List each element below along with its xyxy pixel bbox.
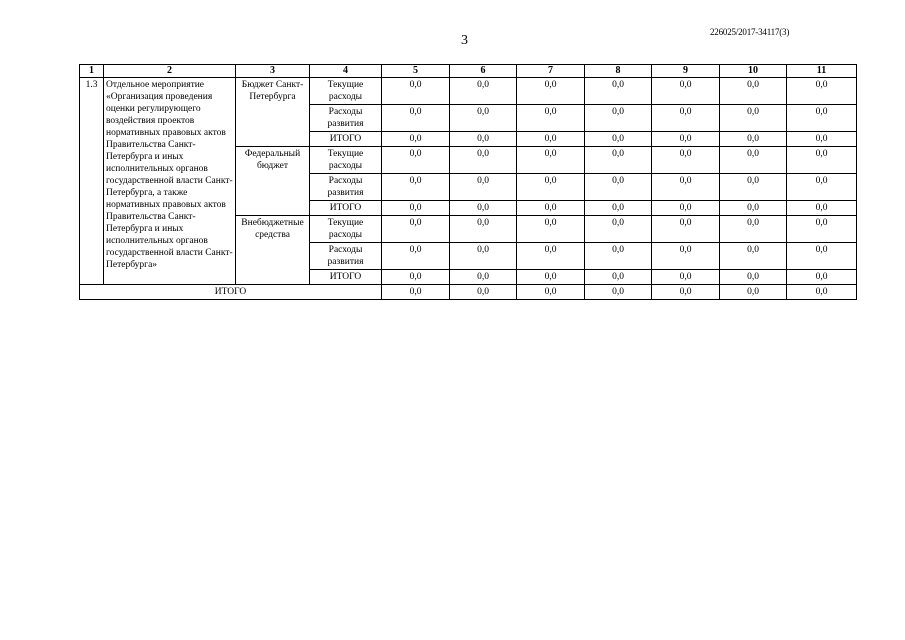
value-cell: 0,0 xyxy=(787,132,857,147)
value-cell: 0,0 xyxy=(450,243,517,270)
value-cell: 0,0 xyxy=(720,270,787,285)
page-number: 3 xyxy=(461,33,468,48)
value-cell: 0,0 xyxy=(585,270,652,285)
value-cell: 0,0 xyxy=(382,105,450,132)
funding-source-cell: Федеральный бюджет xyxy=(236,147,310,216)
value-cell: 0,0 xyxy=(787,201,857,216)
header-cell: 11 xyxy=(787,65,857,78)
value-cell: 0,0 xyxy=(585,174,652,201)
value-cell: 0,0 xyxy=(382,147,450,174)
value-cell: 0,0 xyxy=(382,201,450,216)
value-cell: 0,0 xyxy=(585,201,652,216)
value-cell: 0,0 xyxy=(787,147,857,174)
value-cell: 0,0 xyxy=(720,147,787,174)
total-value-cell: 0,0 xyxy=(585,285,652,300)
value-cell: 0,0 xyxy=(450,105,517,132)
expense-type-cell: Текущие расходы xyxy=(310,147,382,174)
value-cell: 0,0 xyxy=(450,270,517,285)
header-cell: 3 xyxy=(236,65,310,78)
value-cell: 0,0 xyxy=(517,105,585,132)
expense-type-cell: ИТОГО xyxy=(310,201,382,216)
value-cell: 0,0 xyxy=(652,243,720,270)
value-cell: 0,0 xyxy=(652,132,720,147)
value-cell: 0,0 xyxy=(720,78,787,105)
expense-type-cell: Текущие расходы xyxy=(310,216,382,243)
total-value-cell: 0,0 xyxy=(382,285,450,300)
header-cell: 7 xyxy=(517,65,585,78)
value-cell: 0,0 xyxy=(517,147,585,174)
header-cell: 4 xyxy=(310,65,382,78)
financing-table xyxy=(79,64,857,300)
value-cell: 0,0 xyxy=(652,105,720,132)
value-cell: 0,0 xyxy=(585,132,652,147)
funding-source-cell: Внебюджетные средства xyxy=(236,216,310,285)
value-cell: 0,0 xyxy=(652,201,720,216)
value-cell: 0,0 xyxy=(787,243,857,270)
value-cell: 0,0 xyxy=(585,78,652,105)
value-cell: 0,0 xyxy=(517,174,585,201)
value-cell: 0,0 xyxy=(450,147,517,174)
value-cell: 0,0 xyxy=(517,201,585,216)
value-cell: 0,0 xyxy=(652,174,720,201)
expense-type-cell: Текущие расходы xyxy=(310,78,382,105)
value-cell: 0,0 xyxy=(382,132,450,147)
value-cell: 0,0 xyxy=(585,216,652,243)
value-cell: 0,0 xyxy=(517,216,585,243)
header-cell: 6 xyxy=(450,65,517,78)
value-cell: 0,0 xyxy=(517,270,585,285)
value-cell: 0,0 xyxy=(787,270,857,285)
header-cell: 10 xyxy=(720,65,787,78)
value-cell: 0,0 xyxy=(450,201,517,216)
total-value-cell: 0,0 xyxy=(450,285,517,300)
value-cell: 0,0 xyxy=(450,216,517,243)
expense-type-cell: Расходы развития xyxy=(310,174,382,201)
value-cell: 0,0 xyxy=(517,132,585,147)
value-cell: 0,0 xyxy=(652,270,720,285)
value-cell: 0,0 xyxy=(787,174,857,201)
value-cell: 0,0 xyxy=(585,243,652,270)
value-cell: 0,0 xyxy=(382,78,450,105)
value-cell: 0,0 xyxy=(450,132,517,147)
value-cell: 0,0 xyxy=(720,201,787,216)
value-cell: 0,0 xyxy=(382,270,450,285)
header-cell: 2 xyxy=(104,65,236,78)
value-cell: 0,0 xyxy=(720,174,787,201)
header-cell: 1 xyxy=(80,65,104,78)
value-cell: 0,0 xyxy=(382,174,450,201)
expense-type-cell: Расходы развития xyxy=(310,105,382,132)
expense-type-cell: Расходы развития xyxy=(310,243,382,270)
value-cell: 0,0 xyxy=(787,216,857,243)
funding-source-cell: Бюджет Санкт-Петербурга xyxy=(236,78,310,147)
value-cell: 0,0 xyxy=(450,78,517,105)
row-number-cell: 1.3 xyxy=(80,78,104,285)
value-cell: 0,0 xyxy=(382,216,450,243)
value-cell: 0,0 xyxy=(517,78,585,105)
value-cell: 0,0 xyxy=(585,105,652,132)
header-cell: 8 xyxy=(585,65,652,78)
header-cell: 5 xyxy=(382,65,450,78)
total-label: ИТОГО xyxy=(80,285,382,300)
value-cell: 0,0 xyxy=(652,147,720,174)
total-value-cell: 0,0 xyxy=(517,285,585,300)
table-row xyxy=(80,78,857,105)
value-cell: 0,0 xyxy=(652,216,720,243)
value-cell: 0,0 xyxy=(517,243,585,270)
event-description-cell: Отдельное мероприятие «Организация проведения оценки регулирующего воздействия проектов нормативных правовых актов Правительства Санкт-Петербурга и иных исполнительных органов государственной власти Санкт-Петербурга, а также нормативных правовых актов Правительства Санкт-Петербурга и иных исполнительных органов государственной власти Санкт-Петербурга» xyxy=(104,78,236,285)
total-row xyxy=(80,285,857,300)
header-cell: 9 xyxy=(652,65,720,78)
expense-type-cell: ИТОГО xyxy=(310,132,382,147)
value-cell: 0,0 xyxy=(720,243,787,270)
expense-type-cell: ИТОГО xyxy=(310,270,382,285)
total-value-cell: 0,0 xyxy=(720,285,787,300)
document-code: 226025/2017-34117(3) xyxy=(710,27,790,37)
total-value-cell: 0,0 xyxy=(787,285,857,300)
value-cell: 0,0 xyxy=(787,105,857,132)
value-cell: 0,0 xyxy=(450,174,517,201)
header-row xyxy=(80,65,857,78)
value-cell: 0,0 xyxy=(720,105,787,132)
value-cell: 0,0 xyxy=(720,132,787,147)
value-cell: 0,0 xyxy=(652,78,720,105)
value-cell: 0,0 xyxy=(720,216,787,243)
value-cell: 0,0 xyxy=(382,243,450,270)
total-value-cell: 0,0 xyxy=(652,285,720,300)
value-cell: 0,0 xyxy=(787,78,857,105)
value-cell: 0,0 xyxy=(585,147,652,174)
